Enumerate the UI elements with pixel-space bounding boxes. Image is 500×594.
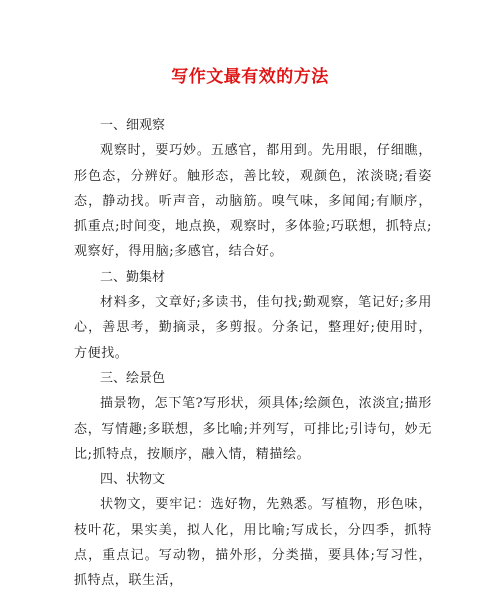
section-paragraph-3: 描景物，怎下笔?写形状，须具体;绘颜色，浓淡宜;描形态，写情趣;多联想，多比喻;并列写，可排比;引诗句，妙无比;抓特点，按顺序，融入情，精描绘。 <box>74 396 432 462</box>
document-title: 写作文最有效的方法 <box>171 67 329 87</box>
section-paragraph-1: 观察时，要巧妙。五感官，都用到。先用眼，仔细瞧，形色态，分辨好。触形态，善比较，观颜色，浓淡晓;看姿态，静动找。听声音，动脑筋。嗅气味，多闻闻;有顺序，抓重点;时间变，地点换，观察时，多体验;巧联想，抓特点;观察好，得用脑;多感官，结合好。 <box>74 143 432 260</box>
section-paragraph-4: 状物文，要牢记：选好物，先熟悉。写植物，形色味，枝叶花，果实美，拟人化，用比喻;写成长，分四季，抓特点，重点记。写动物，描外形，分类描，要具体;写习性，抓特点，联生活， <box>74 497 432 589</box>
section-heading-4: 四、状物文 <box>100 472 166 488</box>
section-heading-3: 三、绘景色 <box>100 370 166 386</box>
section-heading-1: 一、细观察 <box>100 118 166 133</box>
document-body <box>74 113 432 594</box>
section-heading-2: 二、勤集材 <box>100 269 166 285</box>
section-paragraph-2: 材料多，文章好;多读书，佳句找;勤观察，笔记好;多用心，善思考，勤摘录，多剪报。分条记，整理好;使用时，方便找。 <box>74 295 432 361</box>
